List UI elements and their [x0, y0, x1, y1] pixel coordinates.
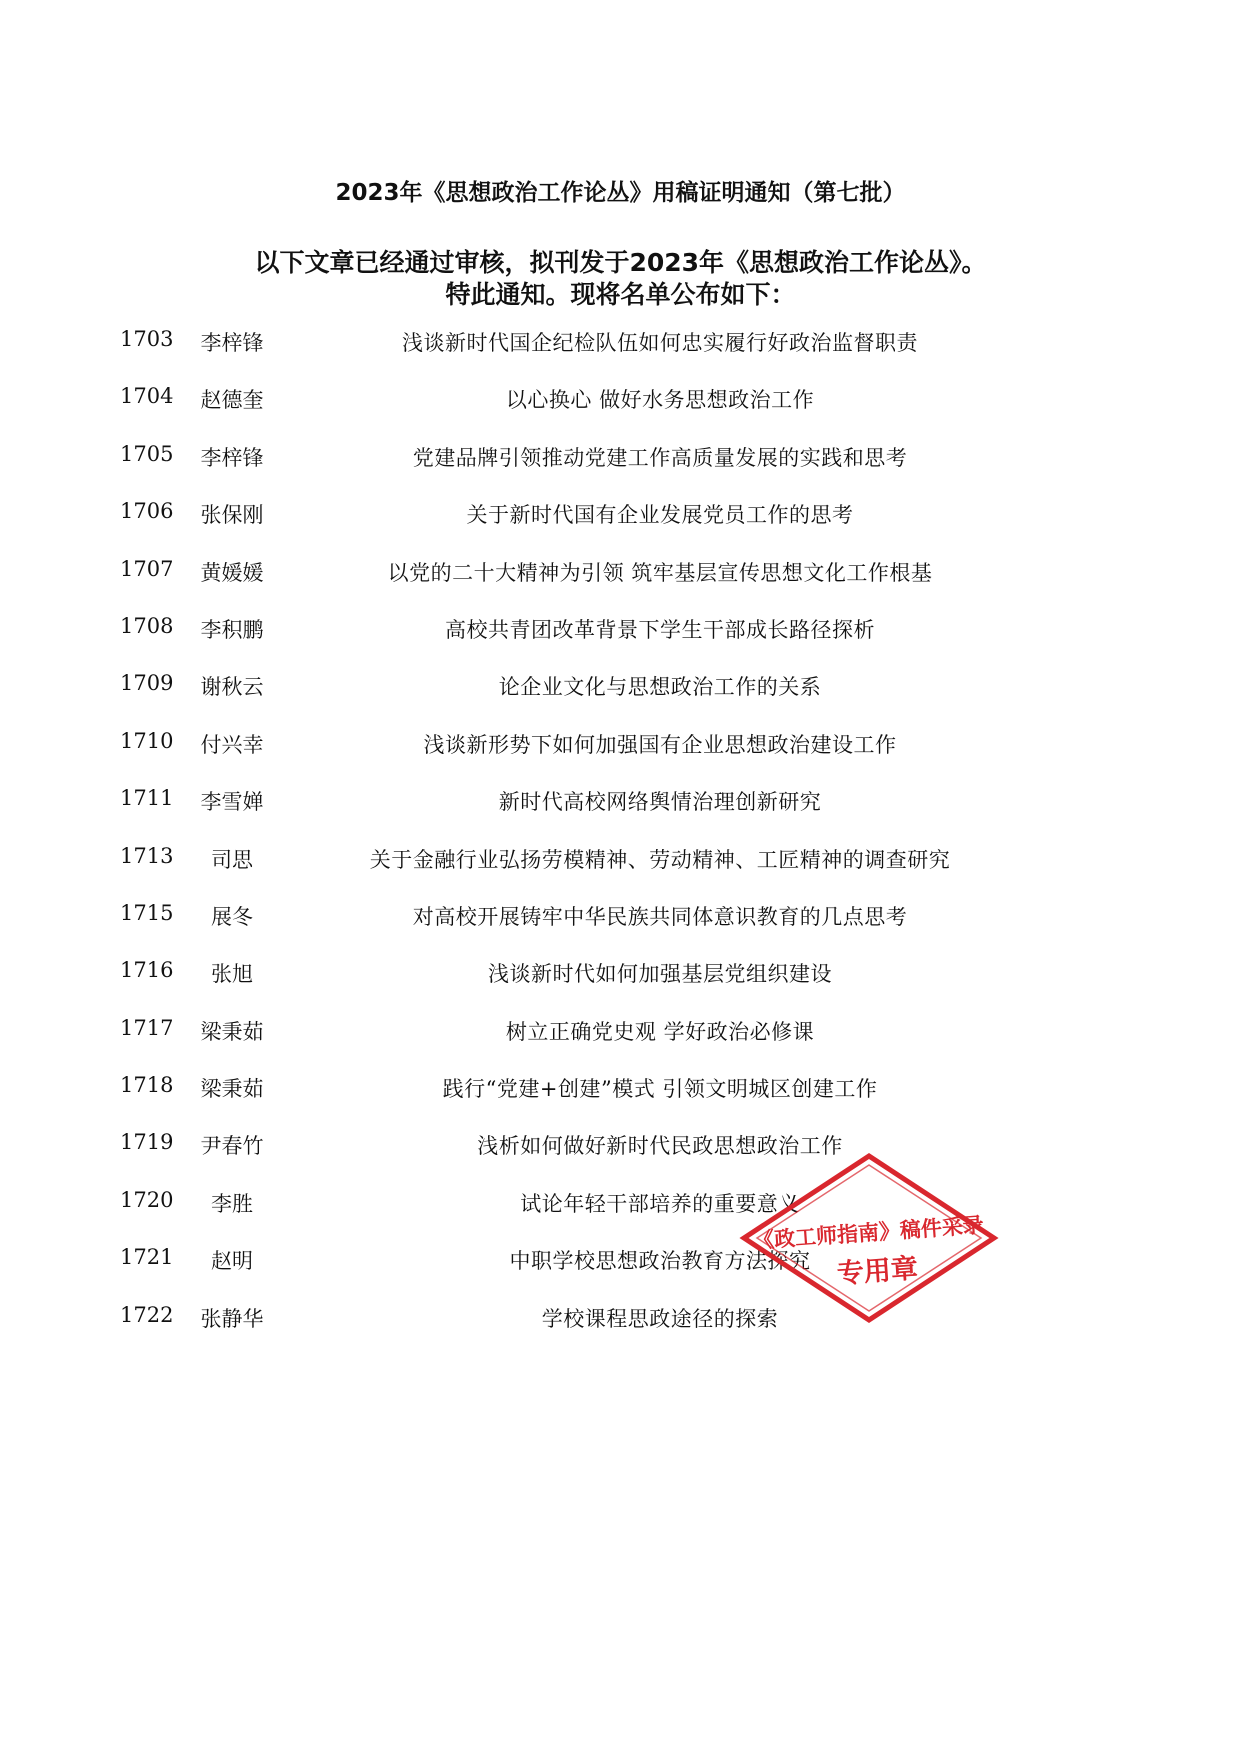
entry-author: 展冬 — [211, 904, 253, 929]
list-item — [0, 958, 1241, 1015]
entry-article-title: 新时代高校网络舆情治理创新研究 — [498, 790, 822, 815]
entry-article-title: 浅析如何做好新时代民政思想政治工作 — [477, 1134, 843, 1159]
entry-article-title: 浅谈新时代国企纪检队伍如何忠实履行好政治监督职责 — [402, 331, 918, 355]
entry-author: 黄媛媛 — [200, 560, 264, 585]
list-item — [0, 557, 1241, 614]
entry-article-title: 以心换心 做好水务思想政治工作 — [505, 388, 815, 413]
list-item — [0, 1245, 1241, 1302]
entry-number: 1722 — [120, 1302, 174, 1327]
list-item — [0, 1016, 1241, 1073]
entry-number: 1703 — [120, 327, 174, 351]
entry-article-title: 论企业文化与思想政治工作的关系 — [498, 675, 822, 700]
entry-author: 赵明 — [211, 1249, 253, 1274]
article-list — [0, 327, 1241, 1360]
list-item — [0, 1130, 1241, 1187]
stamp-text-bottom: 专用章 — [835, 1253, 919, 1290]
stamp-text-top: 《政工师指南》稿件采录 — [752, 1212, 985, 1254]
entry-article-title: 中职学校思想政治教育方法探究 — [509, 1249, 811, 1274]
entry-number: 1708 — [120, 613, 174, 638]
entry-article-title: 高校共青团改革背景下学生干部成长路径探析 — [445, 617, 875, 642]
entry-author: 梁秉茹 — [200, 1019, 264, 1044]
entry-number: 1713 — [120, 843, 174, 868]
entry-article-title: 树立正确党史观 学好政治必修课 — [505, 1019, 815, 1044]
list-item — [0, 384, 1241, 441]
entry-article-title: 关于新时代国有企业发展党员工作的思考 — [466, 503, 854, 528]
list-item — [0, 786, 1241, 843]
entry-author: 李雪婵 — [200, 790, 264, 815]
entry-number: 1715 — [120, 900, 174, 925]
entry-number: 1705 — [120, 441, 174, 466]
entry-number: 1718 — [120, 1073, 174, 1098]
entry-number: 1704 — [120, 384, 174, 409]
entry-article-title: 浅谈新时代如何加强基层党组织建设 — [488, 962, 832, 987]
entry-author: 付兴幸 — [200, 732, 264, 757]
entry-article-title: 浅谈新形势下如何加强国有企业思想政治建设工作 — [423, 732, 897, 757]
list-item — [0, 671, 1241, 728]
entry-article-title: 以党的二十大精神为引领 筑牢基层宣传思想文化工作根基 — [387, 560, 933, 585]
entry-number: 1706 — [120, 499, 174, 524]
entry-number: 1717 — [120, 1015, 174, 1040]
list-item — [0, 1073, 1241, 1130]
entry-number: 1707 — [120, 556, 174, 581]
entry-number: 1711 — [120, 786, 174, 811]
entry-author: 张旭 — [211, 962, 253, 987]
list-item — [0, 1188, 1241, 1245]
entry-article-title: 对高校开展铸牢中华民族共同体意识教育的几点思考 — [412, 904, 908, 929]
list-item — [0, 442, 1241, 499]
entry-article-title: 党建品牌引领推动党建工作高质量发展的实践和思考 — [412, 445, 908, 470]
list-item — [0, 614, 1241, 671]
entry-number: 1721 — [120, 1245, 174, 1270]
entry-author: 谢秋云 — [200, 675, 264, 700]
intro-line-2: 特此通知。现将名单公布如下： — [445, 280, 796, 309]
list-item — [0, 1303, 1241, 1360]
entry-author: 李梓锋 — [200, 445, 264, 470]
entry-author: 李积鹏 — [200, 617, 264, 642]
entry-number: 1719 — [120, 1130, 174, 1155]
entry-author: 赵德奎 — [200, 388, 264, 413]
entry-article-title: 践行“党建+创建”模式 引领文明城区创建工作 — [442, 1077, 878, 1102]
seal-stamp — [738, 1150, 1000, 1326]
entry-article-title: 学校课程思政途径的探索 — [541, 1306, 779, 1331]
list-item — [0, 499, 1241, 556]
intro-line-1: 以下文章已经通过审核，拟刊发于2023年《思想政治工作论丛》。 — [254, 248, 987, 277]
entry-number: 1716 — [120, 958, 174, 983]
list-item — [0, 901, 1241, 958]
entry-author: 张保刚 — [200, 503, 264, 528]
entry-number: 1720 — [120, 1187, 174, 1212]
entry-author: 尹春竹 — [200, 1134, 264, 1159]
entry-number: 1710 — [120, 728, 174, 753]
entry-author: 李梓锋 — [200, 331, 264, 355]
entry-article-title: 关于金融行业弘扬劳模精神、劳动精神、工匠精神的调查研究 — [369, 847, 951, 872]
list-item — [0, 327, 1241, 384]
entry-author: 梁秉茹 — [200, 1077, 264, 1102]
entry-author: 司思 — [211, 847, 253, 872]
page-title: 2023年《思想政治工作论丛》用稿证明通知（第七批） — [335, 180, 906, 206]
entry-author: 李胜 — [211, 1191, 253, 1216]
entry-author: 张静华 — [200, 1306, 264, 1331]
list-item — [0, 844, 1241, 901]
entry-number: 1709 — [120, 671, 174, 696]
entry-article-title: 试论年轻干部培养的重要意义 — [520, 1191, 800, 1216]
list-item — [0, 729, 1241, 786]
